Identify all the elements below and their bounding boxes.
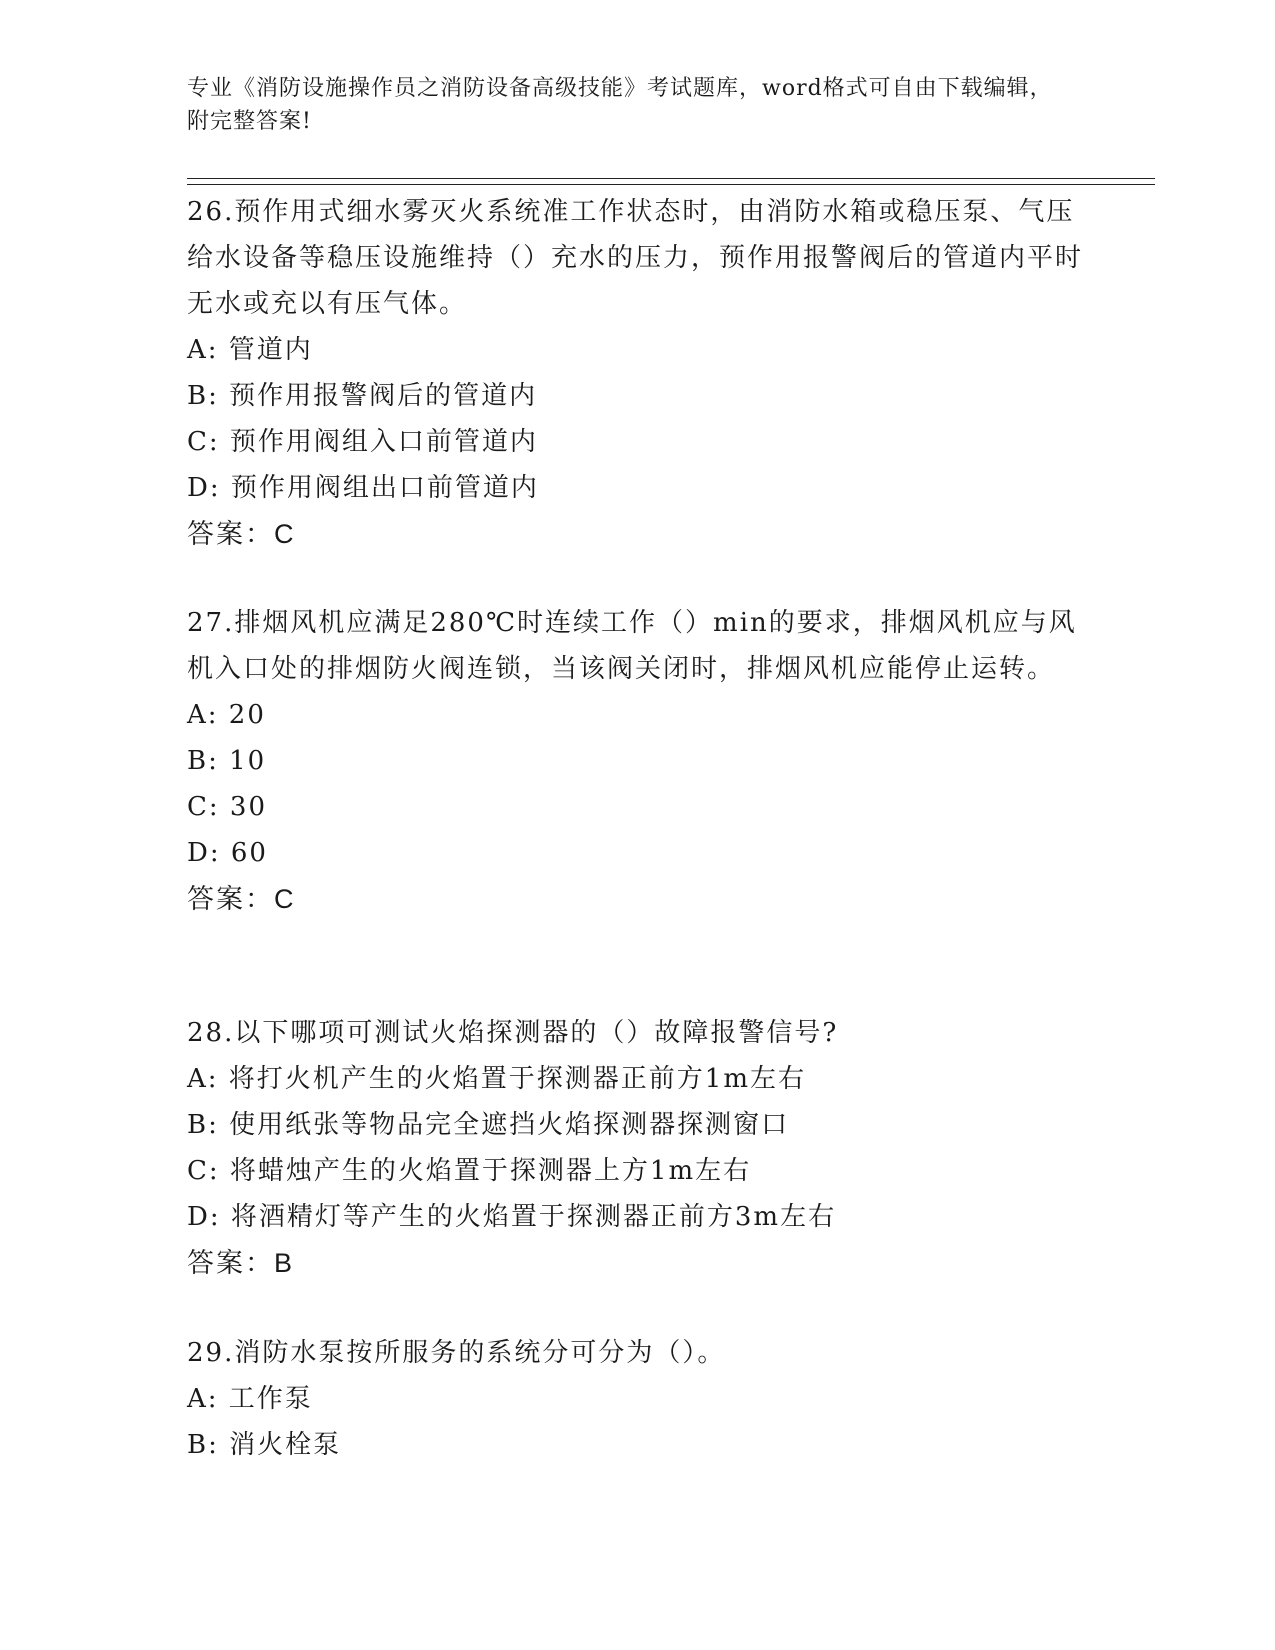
document-header: 专业《消防设施操作员之消防设备高级技能》考试题库，word格式可自由下载编辑，附完整答案! (187, 76, 1053, 134)
option-a: A: 将打火机产生的火焰置于探测器正前方1m左右 (187, 1064, 806, 1094)
answer: 答案：B (187, 1248, 295, 1278)
option-b: B: 消火栓泵 (187, 1430, 342, 1460)
question-26 (187, 189, 1087, 557)
question-29 (187, 1330, 1087, 1468)
option-a: A: 工作泵 (187, 1384, 313, 1414)
header-divider-bottom (187, 184, 1155, 185)
header-divider-top (187, 178, 1155, 179)
option-b: B: 使用纸张等物品完全遮挡火焰探测器探测窗口 (187, 1110, 790, 1140)
option-a: A: 20 (187, 700, 266, 730)
option-c: C: 将蜡烛产生的火焰置于探测器上方1m左右 (187, 1156, 752, 1186)
answer: 答案：C (187, 519, 296, 549)
option-a: A: 管道内 (187, 335, 313, 365)
option-c: C: 预作用阀组入口前管道内 (187, 427, 538, 457)
option-b: B: 10 (187, 746, 267, 776)
option-d: D: 60 (187, 838, 268, 868)
question-28 (187, 1010, 1087, 1286)
question-text: 28.以下哪项可测试火焰探测器的（）故障报警信号? (187, 1018, 839, 1048)
option-d: D: 预作用阀组出口前管道内 (187, 473, 539, 503)
question-text: 29.消防水泵按所服务的系统分可分为（）。 (187, 1338, 726, 1368)
question-text: 26.预作用式细水雾灭火系统准工作状态时，由消防水箱或稳压泵、气压给水设备等稳压设施维持（）充水的压力，预作用报警阀后的管道内平时无水或充以有压气体。 (187, 197, 1084, 319)
option-b: B: 预作用报警阀后的管道内 (187, 381, 538, 411)
option-d: D: 将酒精灯等产生的火焰置于探测器正前方3m左右 (187, 1202, 837, 1232)
option-c: C: 30 (187, 792, 268, 822)
question-27 (187, 600, 1087, 922)
question-text: 27.排烟风机应满足280℃时连续工作（）min的要求，排烟风机应与风机入口处的排烟防火阀连锁，当该阀关闭时，排烟风机应能停止运转。 (187, 608, 1077, 684)
answer: 答案：C (187, 884, 296, 914)
